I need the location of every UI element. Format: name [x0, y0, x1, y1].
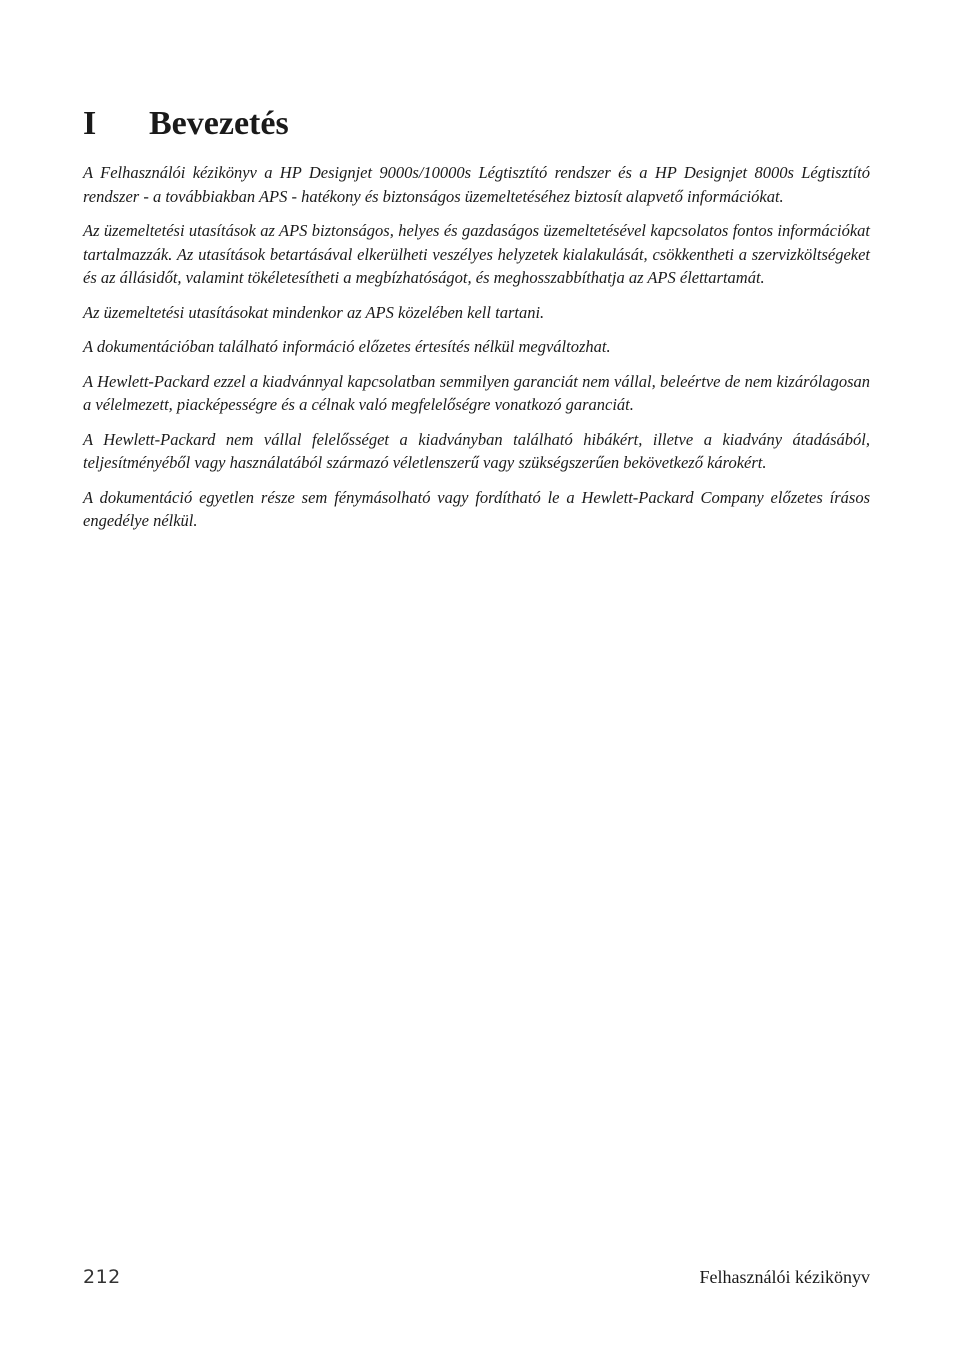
paragraph: A dokumentációban található információ előzetes értesítés nélkül megváltozhat.	[83, 337, 611, 356]
body-text	[83, 161, 870, 544]
paragraph: A dokumentáció egyetlen része sem fénymásolható vagy fordítható le a Hewlett-Packard Company előzetes írásos engedélye nélkül.	[83, 487, 870, 530]
paragraph: A Hewlett-Packard nem vállal felelősséget a kiadványban található hibákért, illetve a kiadvány átadásából, teljesítményéből vagy használatából származó véletlenszerű vagy szükségszerűen bekövetkező károkért.	[83, 429, 870, 472]
paragraph: Az üzemeltetési utasítások az APS biztonságos, helyes és gazdaságos üzemeltetésével kapcsolatos fontos információkat tartalmazzák. Az utasítások betartásával elkerülheti veszélyes helyzetek kialakulását, csökkentheti a szervizköltségeket és az állásidőt, valamint tökéletesítheti a megbízhatóságot, és meghosszabbíthatja az APS élettartamát.	[83, 221, 870, 287]
paragraph: A Felhasználói kézikönyv a HP Designjet 9000s/10000s Légtisztító rendszer és a HP Designjet 8000s Légtisztító rendszer - a továbbiakban APS - hatékony és biztonságos üzemeltetéséhez biztosít alapvető információkat.	[83, 163, 870, 206]
chapter-number: I	[83, 105, 97, 142]
footer-book-title: Felhasználói kézikönyv	[699, 1267, 870, 1287]
paragraph: Az üzemeltetési utasításokat mindenkor az APS közelében kell tartani.	[83, 302, 545, 322]
page-number: 212	[83, 1266, 121, 1288]
chapter-heading	[83, 104, 289, 144]
chapter-title: Bevezetés	[149, 105, 289, 142]
paragraph: A Hewlett-Packard ezzel a kiadvánnyal kapcsolatban semmilyen garanciát nem vállal, beleértve de nem kizárólagosan a vélelmezett, piacképességre és a célnak való megfelelőségre vonatkozó garanciát.	[83, 371, 870, 414]
